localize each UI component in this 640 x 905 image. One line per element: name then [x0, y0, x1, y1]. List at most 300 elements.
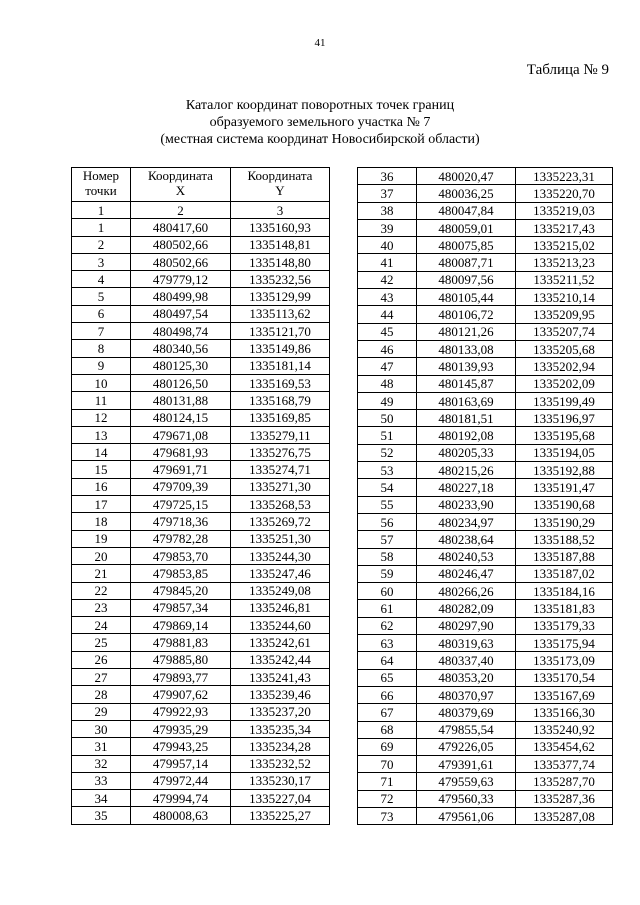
table-row — [72, 582, 330, 599]
table-row — [358, 358, 613, 375]
coordinate-y: 1335227,04 — [231, 790, 330, 807]
coordinate-y: 1335242,44 — [231, 651, 330, 668]
table-row — [358, 444, 613, 461]
coordinate-x: 480233,90 — [417, 496, 516, 513]
header-coordinate-x — [131, 168, 231, 202]
coordinate-x: 479869,14 — [131, 617, 231, 634]
coordinate-x: 479855,54 — [417, 721, 516, 738]
table-row — [72, 271, 330, 288]
coordinate-y: 1335274,71 — [231, 461, 330, 478]
coordinate-x: 480121,26 — [417, 323, 516, 340]
table-row — [358, 410, 613, 427]
table-row — [72, 374, 330, 391]
coordinate-x: 480036,25 — [417, 185, 516, 202]
point-number: 22 — [72, 582, 131, 599]
table-row — [358, 548, 613, 565]
coordinate-x: 480097,56 — [417, 271, 516, 288]
coordinate-x: 480192,08 — [417, 427, 516, 444]
point-number: 37 — [358, 185, 417, 202]
table-row — [72, 409, 330, 426]
table-row — [358, 617, 613, 634]
coordinate-x: 479994,74 — [131, 790, 231, 807]
header-coordinate-y — [231, 168, 330, 202]
coordinate-x: 480131,88 — [131, 392, 231, 409]
point-number: 71 — [358, 773, 417, 790]
coordinate-y: 1335235,34 — [231, 720, 330, 737]
coordinate-y: 1335234,28 — [231, 738, 330, 755]
table-row — [358, 185, 613, 202]
header-point-number-line2: точки — [85, 183, 117, 198]
coordinate-y: 1335181,14 — [231, 357, 330, 374]
coordinate-y: 1335269,72 — [231, 513, 330, 530]
table-row — [72, 236, 330, 253]
coordinate-x: 479226,05 — [417, 738, 516, 755]
point-number: 17 — [72, 496, 131, 513]
coordinate-y: 1335169,53 — [231, 374, 330, 391]
table-row — [358, 600, 613, 617]
coordinate-x: 480497,54 — [131, 305, 231, 322]
coordinate-y: 1335220,70 — [516, 185, 613, 202]
point-number: 51 — [358, 427, 417, 444]
coordinate-y: 1335249,08 — [231, 582, 330, 599]
table-row — [72, 772, 330, 789]
table-row — [358, 306, 613, 323]
coordinate-x: 479853,70 — [131, 547, 231, 564]
coordinate-x: 479671,08 — [131, 426, 231, 443]
point-number: 11 — [72, 392, 131, 409]
coordinate-y: 1335242,61 — [231, 634, 330, 651]
table-row — [358, 340, 613, 357]
point-number: 44 — [358, 306, 417, 323]
coordinate-x: 480337,40 — [417, 652, 516, 669]
coordinate-x: 480133,08 — [417, 340, 516, 357]
coordinate-y: 1335202,09 — [516, 375, 613, 392]
header-point-number-line1: Номер — [82, 168, 120, 183]
point-number: 49 — [358, 392, 417, 409]
point-number: 45 — [358, 323, 417, 340]
coordinate-y: 1335194,05 — [516, 444, 613, 461]
coordinate-x: 479943,25 — [131, 738, 231, 755]
table-row — [72, 530, 330, 547]
point-number: 25 — [72, 634, 131, 651]
point-number: 46 — [358, 340, 417, 357]
coordinate-x: 480266,26 — [417, 583, 516, 600]
point-number: 2 — [72, 236, 131, 253]
coordinate-y: 1335202,94 — [516, 358, 613, 375]
point-number: 29 — [72, 703, 131, 720]
point-number: 62 — [358, 617, 417, 634]
point-number: 66 — [358, 686, 417, 703]
coordinate-x: 480124,15 — [131, 409, 231, 426]
table-row — [358, 168, 613, 185]
coordinate-y: 1335207,74 — [516, 323, 613, 340]
point-number: 21 — [72, 565, 131, 582]
point-number: 38 — [358, 202, 417, 219]
coordinate-y: 1335148,81 — [231, 236, 330, 253]
point-number: 26 — [72, 651, 131, 668]
point-number: 15 — [72, 461, 131, 478]
coordinates-table-right — [357, 167, 613, 825]
table-row — [72, 426, 330, 443]
coordinate-y: 1335195,68 — [516, 427, 613, 444]
table-row — [358, 721, 613, 738]
coordinate-x: 479779,12 — [131, 271, 231, 288]
coordinate-y: 1335179,33 — [516, 617, 613, 634]
point-number: 18 — [72, 513, 131, 530]
point-number: 55 — [358, 496, 417, 513]
column-index-2: 2 — [131, 202, 231, 219]
coordinate-x: 480417,60 — [131, 219, 231, 236]
coordinate-x: 480499,98 — [131, 288, 231, 305]
table-row — [358, 202, 613, 219]
coordinate-y: 1335113,62 — [231, 305, 330, 322]
coordinate-x: 480047,84 — [417, 202, 516, 219]
table-row — [72, 478, 330, 495]
coordinates-table-left — [71, 167, 330, 825]
table-row — [72, 288, 330, 305]
point-number: 12 — [72, 409, 131, 426]
point-number: 14 — [72, 444, 131, 461]
header-coordinate-y-line2: Y — [275, 183, 285, 198]
table-row — [72, 720, 330, 737]
table-row — [72, 253, 330, 270]
coordinate-x: 480227,18 — [417, 479, 516, 496]
coordinate-x: 480319,63 — [417, 635, 516, 652]
coordinate-y: 1335377,74 — [516, 756, 613, 773]
coordinate-y: 1335129,99 — [231, 288, 330, 305]
table-row — [72, 669, 330, 686]
table-row — [72, 513, 330, 530]
table-label: Таблица № 9 — [526, 62, 609, 78]
point-number: 69 — [358, 738, 417, 755]
table-row — [72, 634, 330, 651]
coordinate-y: 1335279,11 — [231, 426, 330, 443]
table-row — [72, 703, 330, 720]
point-number: 68 — [358, 721, 417, 738]
coordinate-y: 1335205,68 — [516, 340, 613, 357]
coordinate-x: 479972,44 — [131, 772, 231, 789]
table-row — [72, 547, 330, 564]
table-row — [72, 686, 330, 703]
table-row — [72, 617, 330, 634]
coordinate-y: 1335188,52 — [516, 531, 613, 548]
table-row — [358, 289, 613, 306]
table-row — [72, 340, 330, 357]
coordinate-x: 479391,61 — [417, 756, 516, 773]
coordinate-x: 480340,56 — [131, 340, 231, 357]
point-number: 43 — [358, 289, 417, 306]
point-number: 23 — [72, 599, 131, 616]
coordinate-x: 480008,63 — [131, 807, 231, 824]
coordinate-x: 480353,20 — [417, 669, 516, 686]
table-row — [72, 496, 330, 513]
point-number: 60 — [358, 583, 417, 600]
header-point-number — [72, 168, 131, 202]
coordinate-y: 1335276,75 — [231, 444, 330, 461]
coordinate-x: 479907,62 — [131, 686, 231, 703]
table-row — [358, 427, 613, 444]
coordinate-x: 480246,47 — [417, 565, 516, 582]
table-row — [358, 669, 613, 686]
coordinate-y: 1335237,20 — [231, 703, 330, 720]
table-row — [358, 583, 613, 600]
coordinate-x: 480125,30 — [131, 357, 231, 374]
coordinate-x: 479885,80 — [131, 651, 231, 668]
point-number: 56 — [358, 513, 417, 530]
coordinate-x: 479709,39 — [131, 478, 231, 495]
table-row — [358, 462, 613, 479]
point-number: 30 — [72, 720, 131, 737]
table-row — [358, 237, 613, 254]
point-number: 13 — [72, 426, 131, 443]
coordinate-y: 1335287,08 — [516, 807, 613, 824]
coordinate-y: 1335239,46 — [231, 686, 330, 703]
coordinate-x: 480145,87 — [417, 375, 516, 392]
point-number: 48 — [358, 375, 417, 392]
table-row — [72, 444, 330, 461]
coordinate-x: 479691,71 — [131, 461, 231, 478]
coordinate-y: 1335240,92 — [516, 721, 613, 738]
coordinate-y: 1335230,17 — [231, 772, 330, 789]
coordinate-y: 1335175,94 — [516, 635, 613, 652]
table-row — [358, 807, 613, 824]
coordinate-x: 479718,36 — [131, 513, 231, 530]
coordinate-y: 1335215,02 — [516, 237, 613, 254]
coordinate-x: 480139,93 — [417, 358, 516, 375]
coordinate-x: 479681,93 — [131, 444, 231, 461]
coordinate-x: 480502,66 — [131, 253, 231, 270]
point-number: 1 — [72, 219, 131, 236]
coordinate-y: 1335241,43 — [231, 669, 330, 686]
table-row — [358, 704, 613, 721]
coordinate-x: 480087,71 — [417, 254, 516, 271]
coordinate-x: 480238,64 — [417, 531, 516, 548]
coordinate-y: 1335168,79 — [231, 392, 330, 409]
column-index-row — [72, 202, 330, 219]
point-number: 63 — [358, 635, 417, 652]
page-number: 41 — [314, 37, 326, 49]
point-number: 67 — [358, 704, 417, 721]
point-number: 19 — [72, 530, 131, 547]
table-row — [72, 565, 330, 582]
point-number: 5 — [72, 288, 131, 305]
coordinate-x: 480075,85 — [417, 237, 516, 254]
coordinate-y: 1335173,09 — [516, 652, 613, 669]
coordinate-y: 1335247,46 — [231, 565, 330, 582]
coordinate-y: 1335251,30 — [231, 530, 330, 547]
coordinate-x: 479922,93 — [131, 703, 231, 720]
point-number: 36 — [358, 168, 417, 185]
coordinate-x: 480181,51 — [417, 410, 516, 427]
title-line-3: (местная система координат Новосибирской области) — [160, 132, 480, 147]
table-row — [358, 652, 613, 669]
coordinate-x: 480498,74 — [131, 323, 231, 340]
point-number: 3 — [72, 253, 131, 270]
coordinate-y: 1335190,68 — [516, 496, 613, 513]
coordinate-x: 479561,06 — [417, 807, 516, 824]
coordinate-x: 479881,83 — [131, 634, 231, 651]
coordinate-x: 479857,34 — [131, 599, 231, 616]
header-coordinate-y-line1: Координата — [247, 168, 313, 183]
coordinate-x: 479845,20 — [131, 582, 231, 599]
coordinate-y: 1335149,86 — [231, 340, 330, 357]
point-number: 65 — [358, 669, 417, 686]
point-number: 72 — [358, 790, 417, 807]
coordinate-x: 479560,33 — [417, 790, 516, 807]
coordinate-x: 479893,77 — [131, 669, 231, 686]
table-row — [358, 531, 613, 548]
title-line-2: образуемого земельного участка № 7 — [209, 115, 431, 130]
point-number: 47 — [358, 358, 417, 375]
table-row — [72, 392, 330, 409]
coordinate-y: 1335232,52 — [231, 755, 330, 772]
coordinate-y: 1335232,56 — [231, 271, 330, 288]
point-number: 52 — [358, 444, 417, 461]
coordinate-y: 1335209,95 — [516, 306, 613, 323]
point-number: 54 — [358, 479, 417, 496]
point-number: 4 — [72, 271, 131, 288]
point-number: 40 — [358, 237, 417, 254]
coordinate-x: 480282,09 — [417, 600, 516, 617]
coordinate-y: 1335184,16 — [516, 583, 613, 600]
coordinate-y: 1335181,83 — [516, 600, 613, 617]
point-number: 41 — [358, 254, 417, 271]
point-number: 34 — [72, 790, 131, 807]
table-row — [72, 219, 330, 236]
table-row — [72, 305, 330, 322]
coordinate-y: 1335121,70 — [231, 323, 330, 340]
coordinate-y: 1335246,81 — [231, 599, 330, 616]
coordinate-y: 1335167,69 — [516, 686, 613, 703]
point-number: 70 — [358, 756, 417, 773]
coordinate-x: 480020,47 — [417, 168, 516, 185]
coordinate-y: 1335170,54 — [516, 669, 613, 686]
table-row — [358, 686, 613, 703]
coordinate-x: 480370,97 — [417, 686, 516, 703]
coordinate-y: 1335166,30 — [516, 704, 613, 721]
column-index-3: 3 — [231, 202, 330, 219]
header-coordinate-x-line2: X — [175, 183, 186, 198]
point-number: 57 — [358, 531, 417, 548]
coordinate-x: 480234,97 — [417, 513, 516, 530]
coordinate-y: 1335268,53 — [231, 496, 330, 513]
coordinate-x: 480297,90 — [417, 617, 516, 634]
coordinate-x: 479957,14 — [131, 755, 231, 772]
point-number: 35 — [72, 807, 131, 824]
coordinate-y: 1335148,80 — [231, 253, 330, 270]
point-number: 53 — [358, 462, 417, 479]
coordinate-x: 480126,50 — [131, 374, 231, 391]
coordinate-y: 1335244,30 — [231, 547, 330, 564]
coordinate-y: 1335217,43 — [516, 219, 613, 236]
coordinate-x: 480163,69 — [417, 392, 516, 409]
coordinate-x: 479559,63 — [417, 773, 516, 790]
point-number: 42 — [358, 271, 417, 288]
point-number: 64 — [358, 652, 417, 669]
point-number: 7 — [72, 323, 131, 340]
point-number: 6 — [72, 305, 131, 322]
coordinate-y: 1335244,60 — [231, 617, 330, 634]
coordinate-x: 479935,29 — [131, 720, 231, 737]
coordinate-x: 479853,85 — [131, 565, 231, 582]
coordinate-y: 1335160,93 — [231, 219, 330, 236]
coordinate-y: 1335287,36 — [516, 790, 613, 807]
table-row — [72, 790, 330, 807]
coordinate-y: 1335190,29 — [516, 513, 613, 530]
table-row — [72, 461, 330, 478]
coordinate-y: 1335196,97 — [516, 410, 613, 427]
point-number: 9 — [72, 357, 131, 374]
table-row — [358, 323, 613, 340]
point-number: 61 — [358, 600, 417, 617]
coordinate-y: 1335213,23 — [516, 254, 613, 271]
coordinate-y: 1335192,88 — [516, 462, 613, 479]
coordinate-y: 1335211,52 — [516, 271, 613, 288]
column-index-1: 1 — [72, 202, 131, 219]
point-number: 10 — [72, 374, 131, 391]
table-row — [358, 375, 613, 392]
coordinate-x: 480205,33 — [417, 444, 516, 461]
table-row — [72, 807, 330, 824]
coordinate-y: 1335271,30 — [231, 478, 330, 495]
coordinate-y: 1335210,14 — [516, 289, 613, 306]
table-row — [72, 357, 330, 374]
coordinate-y: 1335199,49 — [516, 392, 613, 409]
table-row — [358, 635, 613, 652]
coordinate-x: 480105,44 — [417, 289, 516, 306]
point-number: 16 — [72, 478, 131, 495]
table-row — [72, 651, 330, 668]
coordinate-y: 1335287,70 — [516, 773, 613, 790]
coordinate-x: 479725,15 — [131, 496, 231, 513]
coordinate-x: 480240,53 — [417, 548, 516, 565]
point-number: 50 — [358, 410, 417, 427]
coordinate-x: 480059,01 — [417, 219, 516, 236]
coordinate-x: 480379,69 — [417, 704, 516, 721]
point-number: 59 — [358, 565, 417, 582]
table-row — [358, 790, 613, 807]
point-number: 73 — [358, 807, 417, 824]
coordinate-y: 1335223,31 — [516, 168, 613, 185]
table-row — [72, 755, 330, 772]
document-title — [0, 97, 640, 148]
coordinate-y: 1335187,02 — [516, 565, 613, 582]
table-row — [72, 323, 330, 340]
point-number: 8 — [72, 340, 131, 357]
point-number: 31 — [72, 738, 131, 755]
table-row — [358, 479, 613, 496]
coordinate-y: 1335187,88 — [516, 548, 613, 565]
table-row — [358, 756, 613, 773]
table-row — [72, 599, 330, 616]
point-number: 58 — [358, 548, 417, 565]
title-line-1: Каталог координат поворотных точек границ — [185, 98, 455, 113]
table-row — [358, 738, 613, 755]
coordinate-x: 480106,72 — [417, 306, 516, 323]
coordinate-x: 479782,28 — [131, 530, 231, 547]
header-coordinate-x-line1: Координата — [148, 168, 213, 183]
point-number: 28 — [72, 686, 131, 703]
point-number: 32 — [72, 755, 131, 772]
point-number: 27 — [72, 669, 131, 686]
coordinate-y: 1335454,62 — [516, 738, 613, 755]
coordinate-y: 1335191,47 — [516, 479, 613, 496]
coordinate-y: 1335169,85 — [231, 409, 330, 426]
coordinate-y: 1335225,27 — [231, 807, 330, 824]
point-number: 20 — [72, 547, 131, 564]
table-row — [358, 496, 613, 513]
coordinate-x: 480502,66 — [131, 236, 231, 253]
